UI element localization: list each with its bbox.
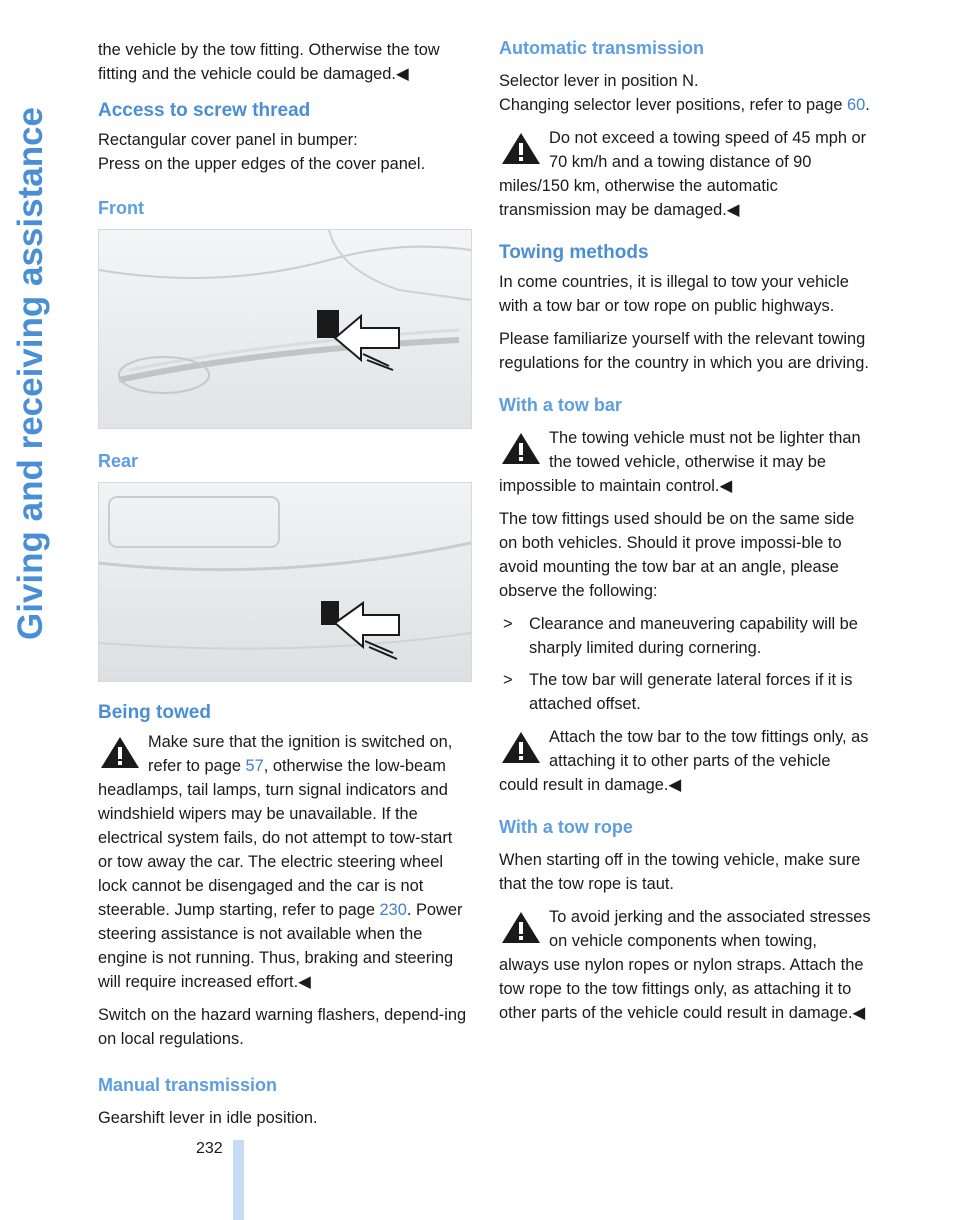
- tow-bar-warning-text: The towing vehicle must not be lighter than the towed vehicle, otherwise it may be impossible to maintain control.◀: [499, 429, 861, 495]
- being-towed-warning-text-a: Make sure that the ignition is switched on, refer to page: [148, 733, 453, 775]
- tow-rope-warning-text: To avoid jerking and the associated stresses on vehicle components when towing, always use nylon ropes or nylon straps. Attach the tow rope to the tow fittings only, as attaching it to other parts of the vehicle could result in damage.◀: [499, 908, 871, 1022]
- bullet-marker: >: [503, 671, 513, 689]
- page-link-230[interactable]: 230: [379, 901, 407, 919]
- left-column: [98, 38, 470, 1139]
- page-number-bar: [233, 1140, 244, 1220]
- access-text: Rectangular cover panel in bumper: Press on the upper edges of the cover panel.: [98, 131, 426, 173]
- tow-bar-warning-2-text: Attach the tow bar to the tow fittings only, as attaching it to other parts of the vehicle could result in damage.◀: [499, 728, 869, 794]
- front-heading: Front: [98, 198, 144, 218]
- automatic-transmission-text-a: Selector lever in position N. Changing selector lever positions, refer to page: [499, 72, 843, 114]
- tow-bar-text: The tow fittings used should be on the same side on both vehicles. Should it prove impossi-ble to avoid mounting the tow bar at an angle, please observe the following:: [499, 510, 855, 600]
- intro-text: the vehicle by the tow fitting. Otherwise the tow fitting and the vehicle could be damaged.◀: [98, 41, 440, 83]
- bullet-marker: >: [503, 615, 513, 633]
- warning-triangle-icon: [499, 729, 543, 767]
- manual-transmission-text: Gearshift lever in idle position.: [98, 1109, 318, 1127]
- tow-bar-list: [499, 612, 871, 716]
- tow-rope-heading: With a tow rope: [499, 817, 633, 837]
- tow-bar-warning: [499, 426, 871, 498]
- access-heading: Access to screw thread: [98, 100, 311, 121]
- automatic-transmission-text-b: .: [865, 96, 870, 114]
- being-towed-warning: [98, 730, 470, 994]
- list-item-text: Clearance and maneuvering capability will be sharply limited during cornering.: [529, 615, 858, 657]
- rear-heading: Rear: [98, 451, 139, 471]
- towing-methods-text-1: In come countries, it is illegal to tow your vehicle with a tow bar or tow rope on public highways.: [499, 273, 849, 315]
- page-number: 232: [196, 1140, 223, 1157]
- list-item: [499, 668, 871, 716]
- towing-methods-text-2: Please familiarize yourself with the relevant towing regulations for the country in which you are driving.: [499, 330, 869, 372]
- being-towed-warning-text-c: . Power steering assistance is not available when the engine is not running. Thus, braking and steering will require increased effort.◀: [98, 901, 463, 991]
- side-tab: [0, 0, 62, 1220]
- tow-rope-warning: [499, 905, 871, 1025]
- warning-triangle-icon: [499, 130, 543, 168]
- right-column: [499, 38, 871, 1034]
- warning-triangle-icon: [499, 430, 543, 468]
- tow-rope-text: When starting off in the towing vehicle, make sure that the tow rope is taut.: [499, 851, 861, 893]
- warning-triangle-icon: [98, 734, 142, 772]
- being-towed-heading: Being towed: [98, 702, 211, 723]
- rear-bumper-illustration: [98, 482, 472, 682]
- automatic-transmission-warning: [499, 126, 871, 222]
- automatic-transmission-text: [499, 69, 871, 117]
- front-bumper-illustration: [98, 229, 472, 429]
- hazard-text: Switch on the hazard warning flashers, depend-ing on local regulations.: [98, 1006, 467, 1048]
- list-item: [499, 612, 871, 660]
- side-tab-label: Giving and receiving assistance: [11, 107, 50, 640]
- automatic-transmission-heading: Automatic transmission: [499, 38, 705, 58]
- automatic-transmission-warning-text: Do not exceed a towing speed of 45 mph or 70 km/h and a towing distance of 90 miles/150 km, otherwise the automatic transmission may be damaged.◀: [499, 129, 867, 219]
- page-link-57[interactable]: 57: [245, 757, 264, 775]
- manual-transmission-heading: Manual transmission: [98, 1075, 278, 1095]
- tow-bar-warning-2: [499, 725, 871, 797]
- warning-triangle-icon: [499, 909, 543, 947]
- list-item-text: The tow bar will generate lateral forces if it is attached offset.: [529, 671, 853, 713]
- tow-bar-heading: With a tow bar: [499, 395, 622, 415]
- being-towed-warning-text-b: , otherwise the low-beam headlamps, tail lamps, turn signal indicators and windshield wipers may be unavailable. If the electrical system fails, do not attempt to tow-start or tow away the car. The electric steering wheel lock cannot be disengaged and the car is not steerable. Jump starting, refer to page: [98, 757, 453, 919]
- page-link-60[interactable]: 60: [847, 96, 866, 114]
- towing-methods-heading: Towing methods: [499, 242, 649, 263]
